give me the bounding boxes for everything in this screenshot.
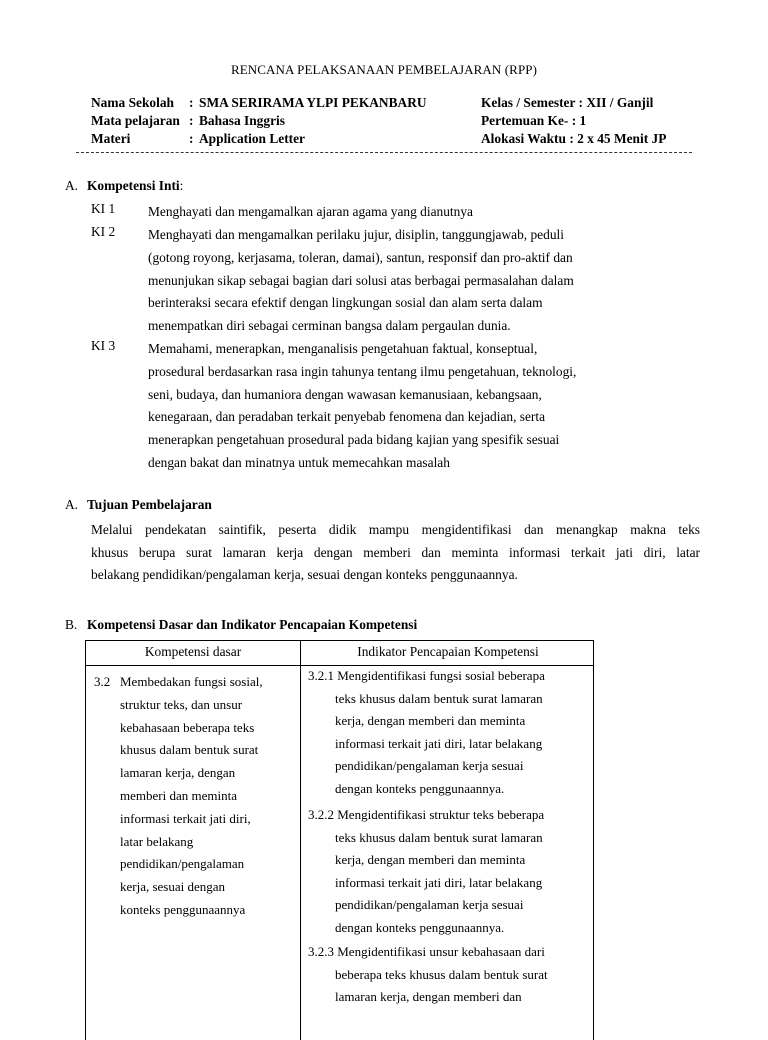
ki-line: Menghayati dan mengamalkan perilaku jujur, disiplin, tanggungjawab, peduli xyxy=(148,227,564,242)
ki-code: KI 3 xyxy=(91,338,116,353)
ipk-line: dengan konteks penggunaannya. xyxy=(335,919,505,935)
table-header-ipk: Indikator Pencapaian Kompetensi xyxy=(357,644,539,659)
ki-code: KI 2 xyxy=(91,224,116,239)
ki-line: dengan bakat dan minatnya untuk memecahkan masalah xyxy=(148,454,450,470)
kd-line: konteks penggunaannya xyxy=(120,901,246,917)
ki-line: prosedural berdasarkan rasa ingin tahunya tentang ilmu pengetahuan, teknologi, xyxy=(148,363,577,379)
kd-number: 3.2 xyxy=(94,674,111,689)
header-value: Application Letter xyxy=(199,131,305,146)
ki-text xyxy=(148,224,648,338)
ipk-first-line: 3.2.1 Mengidentifikasi fungsi sosial beberapa xyxy=(308,668,545,683)
ki-line: menunjukan sikap sebagai bagian dari solusi atas berbagai permasalahan dalam xyxy=(148,272,574,288)
ipk-rest xyxy=(308,827,593,940)
header-label: Mata pelajaran xyxy=(91,113,180,128)
ipk-line: informasi terkait jati diri, latar belakang xyxy=(335,874,543,890)
ki-line: menerapkan pengetahuan prosedural pada bidang kajian yang spesifik sesuai xyxy=(148,432,560,448)
header-colon: : xyxy=(189,95,194,110)
header-value: Bahasa Inggris xyxy=(199,113,285,128)
ipk-line: dengan konteks penggunaannya. xyxy=(335,780,505,796)
kd-line: pendidikan/pengalaman xyxy=(120,856,245,872)
kd-line: khusus dalam bentuk surat xyxy=(120,742,259,758)
header-row-school xyxy=(91,95,701,113)
kd-line: latar belakang xyxy=(120,833,194,849)
ipk-rest xyxy=(308,688,593,801)
header-right: Pertemuan Ke- : 1 xyxy=(481,113,587,128)
header-colon: : xyxy=(189,113,194,128)
ki-line: (gotong royong, kerjasama, toleran, damai), santun, responsif dan pro-aktif dan xyxy=(148,249,573,265)
ki-text xyxy=(148,201,648,224)
kd-line: Membedakan fungsi sosial, xyxy=(120,674,263,689)
tujuan-line: belakang pendidikan/pengalaman kerja, sesuai dengan konteks penggunaannya. xyxy=(91,567,518,583)
table-header-kd: Kompetensi dasar xyxy=(144,644,242,659)
header-right: Kelas / Semester : XII / Ganjil xyxy=(481,95,654,110)
ipk-rest xyxy=(308,964,593,1009)
section-letter: A. xyxy=(65,497,79,512)
header-row-subject xyxy=(91,113,701,131)
header-right: Alokasi Waktu : 2 x 45 Menit JP xyxy=(481,131,667,146)
header-value: SMA SERIRAMA YLPI PEKANBARU xyxy=(199,95,427,110)
ipk-line: kerja, dengan memberi dan meminta xyxy=(335,713,526,729)
table-column-divider xyxy=(300,641,301,1040)
ki-line: Menghayati dan mengamalkan ajaran agama yang dianutnya xyxy=(148,204,473,219)
header-row-material xyxy=(91,131,701,149)
kd-line: struktur teks, dan unsur xyxy=(120,696,243,712)
ipk-item-2 xyxy=(308,804,593,940)
header-info xyxy=(91,95,701,149)
kd-line: informasi terkait jati diri, xyxy=(120,810,251,826)
section-title: Kompetensi Inti xyxy=(87,178,180,193)
ipk-line: lamaran kerja, dengan memberi dan xyxy=(335,989,522,1005)
ipk-line: kerja, dengan memberi dan meminta xyxy=(335,852,526,868)
section-heading-kd-ipk xyxy=(65,617,417,633)
ki-line: seni, budaya, dan humaniora dengan wawasan kemanusiaan, kebangsaan, xyxy=(148,386,542,402)
kd-line: memberi dan meminta xyxy=(120,787,237,803)
tujuan-line: Melalui pendekatan saintifik, peserta didik mampu mengidentifikasi dan menangkap makna teks xyxy=(91,522,700,537)
document-title: RENCANA PELAKSANAAN PEMBELAJARAN (RPP) xyxy=(230,62,538,77)
ipk-line: informasi terkait jati diri, latar belakang xyxy=(335,735,543,751)
kd-line: kerja, sesuai dengan xyxy=(120,879,226,895)
ki-code: KI 1 xyxy=(91,201,116,216)
kd-line: kebahasaan beberapa teks xyxy=(120,719,255,735)
section-colon: : xyxy=(179,178,184,193)
tujuan-paragraph xyxy=(91,519,700,587)
ipk-line: beberapa teks khusus dalam bentuk surat xyxy=(335,966,548,982)
ki-line: kenegaraan, dan peradaban terkait penyebab fenomena dan kejadian, serta xyxy=(148,409,546,425)
ipk-item-3 xyxy=(308,941,593,1009)
ki-text xyxy=(148,338,648,475)
section-letter: A. xyxy=(65,178,79,193)
section-heading-kompetensi-inti xyxy=(65,178,183,194)
kd-text xyxy=(120,671,263,922)
header-label: Materi xyxy=(91,131,131,146)
header-colon: : xyxy=(189,131,194,146)
section-title: Tujuan Pembelajaran xyxy=(87,497,212,512)
section-title: Kompetensi Dasar dan Indikator Pencapaian Kompetensi xyxy=(87,617,418,632)
kd-ipk-table xyxy=(85,640,594,1040)
ki-line: berinteraksi secara efektif dengan lingkungan sosial dan alam serta dalam xyxy=(148,295,543,311)
ipk-first-line: 3.2.3 Mengidentifikasi unsur kebahasaan dari xyxy=(308,944,545,959)
ipk-item-1 xyxy=(308,665,593,801)
section-heading-tujuan xyxy=(65,497,212,513)
tujuan-line: khusus berupa surat lamaran kerja dengan memberi dan meminta informasi terkait jati diri, latar xyxy=(91,544,700,560)
ipk-line: pendidikan/pengalaman kerja sesuai xyxy=(335,897,524,913)
ipk-line: pendidikan/pengalaman kerja sesuai xyxy=(335,758,524,774)
ipk-first-line: 3.2.2 Mengidentifikasi struktur teks beberapa xyxy=(308,807,545,822)
header-label: Nama Sekolah xyxy=(91,95,174,110)
ipk-line: teks khusus dalam bentuk surat lamaran xyxy=(335,690,543,706)
ki-line: menempatkan diri sebagai cerminan bangsa dalam pergaulan dunia. xyxy=(148,318,511,334)
header-divider xyxy=(76,152,692,153)
kd-line: lamaran kerja, dengan xyxy=(120,765,236,781)
ipk-line: teks khusus dalam bentuk surat lamaran xyxy=(335,829,543,845)
section-letter: B. xyxy=(65,617,78,632)
ki-line: Memahami, menerapkan, menganalisis pengetahuan faktual, konseptual, xyxy=(148,341,538,356)
